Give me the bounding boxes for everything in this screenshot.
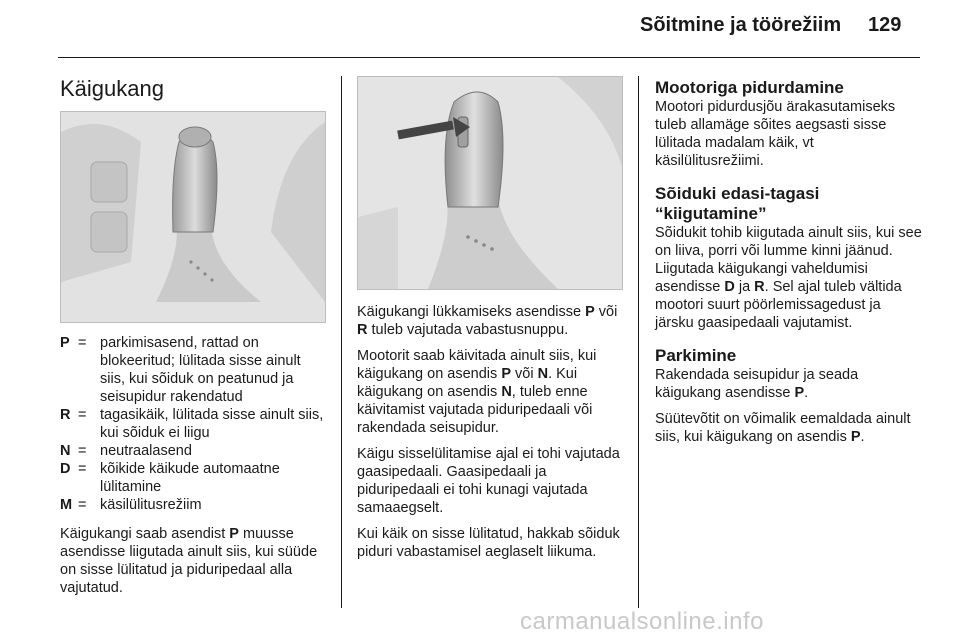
heading-engine-braking: Mootoriga pidurdamine bbox=[655, 78, 844, 97]
text-run: Käigukangi lükkamiseks asendisse bbox=[357, 304, 586, 320]
gear-lever-illustration bbox=[61, 112, 325, 322]
release-button-photo bbox=[357, 76, 623, 290]
col2-paragraph: Kui käik on sisse lülitatud, hakkab sõiduk piduri vabastamisel aeglaselt liikuma. bbox=[357, 526, 620, 560]
header-rule bbox=[58, 57, 920, 58]
watermark: carmanualsonline.info bbox=[520, 608, 764, 635]
gear-lever-photo bbox=[60, 111, 326, 323]
col1-paragraph bbox=[60, 525, 326, 605]
text-run: Käigukangi saab asendist bbox=[60, 526, 230, 542]
text-run: . bbox=[860, 429, 865, 445]
heading-rocking: Sõiduki edasi-tagasi “kiigutamine” bbox=[655, 184, 820, 223]
definition-row bbox=[60, 406, 326, 442]
definition-text: kõikide käikude automaatne lülitamine bbox=[100, 461, 280, 495]
text-run: . Kui käigukang on asendis bbox=[357, 366, 578, 400]
definition-text: neutraalasend bbox=[100, 443, 192, 459]
definition-text: parkimisasend, rattad on blokeeritud; lülitada sisse ainult siis, kui sõiduk on peatunud ja seisupidur rakendatud bbox=[100, 335, 301, 405]
text-bold: P bbox=[850, 429, 861, 445]
definition-row bbox=[60, 460, 326, 496]
definition-row bbox=[60, 334, 326, 406]
text-run: , tuleb enne käivitamist vajutada piduripedaali või rakendada seisupidur. bbox=[357, 384, 593, 436]
definition-eq: = bbox=[78, 497, 87, 513]
text-run: Rakendada seisupidur ja seada käigukang asendisse bbox=[655, 367, 859, 401]
text-bold: P bbox=[585, 304, 595, 320]
definition-key: N bbox=[60, 443, 71, 459]
text-run: ja bbox=[734, 279, 755, 295]
definition-key: M bbox=[60, 497, 73, 513]
text-run: või bbox=[510, 366, 538, 382]
definition-eq: = bbox=[78, 443, 87, 459]
text-bold: P bbox=[794, 385, 805, 401]
definition-eq: = bbox=[78, 461, 87, 477]
text-bold: N bbox=[537, 366, 549, 382]
text-bold: N bbox=[501, 384, 512, 400]
definition-key: R bbox=[60, 407, 71, 423]
page-header-title: Sõitmine ja töörežiim bbox=[640, 14, 842, 36]
definition-key: D bbox=[60, 461, 71, 477]
col2-paragraph: Käigu sisselülitamise ajal ei tohi vajutada gaasipedaali. Gaasipedaali ja piduripedaali ei tohi kunagi vajutada samaaegselt. bbox=[357, 446, 620, 516]
column-divider-1 bbox=[341, 76, 342, 608]
gear-positions-list bbox=[60, 334, 326, 514]
text-run: Sõidukit tohib kiigutada ainult siis, kui see on liiva, porri või lumme kinni jäänud. Liigutada käigukangi vaheldumisi asendisse bbox=[655, 225, 922, 295]
definition-row bbox=[60, 496, 326, 514]
text-run: muusse asendisse liigutada ainult siis, kui süüde on sisse lülitatud ja piduripedaal alla vajutatud. bbox=[60, 526, 318, 596]
text-bold: P bbox=[229, 526, 239, 542]
definition-text: käsilülitusrežiim bbox=[100, 497, 202, 513]
definition-eq: = bbox=[78, 407, 87, 423]
page-number: 129 bbox=[868, 14, 902, 36]
section-title: Käigukang bbox=[60, 76, 164, 101]
definition-text: tagasikäik, lülitada sisse ainult siis, kui sõiduk ei liigu bbox=[100, 407, 324, 441]
text-bold: P bbox=[501, 366, 511, 382]
col2-text bbox=[357, 303, 629, 569]
release-button-illustration bbox=[358, 77, 622, 289]
text-bold: R bbox=[754, 279, 765, 295]
definition-row bbox=[60, 442, 326, 460]
column-divider-2 bbox=[638, 76, 639, 608]
text-run: või bbox=[594, 304, 618, 320]
text-run: Mootorit saab käivitada ainult siis, kui käigukang on asendis bbox=[357, 348, 597, 382]
col3-paragraph: Mootori pidurdusjõu ärakasutamiseks tuleb allamäge sõites aegsasti sisse lülitada madalam käik, vt käsilülitusrežiimi. bbox=[655, 99, 896, 169]
definition-eq: = bbox=[78, 335, 87, 351]
text-run: Süütevõtit on võimalik eemaldada ainult siis, kui käigukang on asendis bbox=[655, 411, 911, 445]
col3-text bbox=[655, 78, 923, 454]
text-bold: D bbox=[724, 279, 735, 295]
text-bold: R bbox=[357, 322, 368, 338]
definition-key: P bbox=[60, 335, 70, 351]
text-run: . bbox=[804, 385, 809, 401]
heading-parking: Parkimine bbox=[655, 346, 737, 365]
text-run: . Sel ajal tuleb vältida mootori suurt pöörlemissagedust ja järsku gaasipedaali vajutamist. bbox=[655, 279, 902, 331]
text-run: tuleb vajutada vabastusnuppu. bbox=[367, 322, 569, 338]
